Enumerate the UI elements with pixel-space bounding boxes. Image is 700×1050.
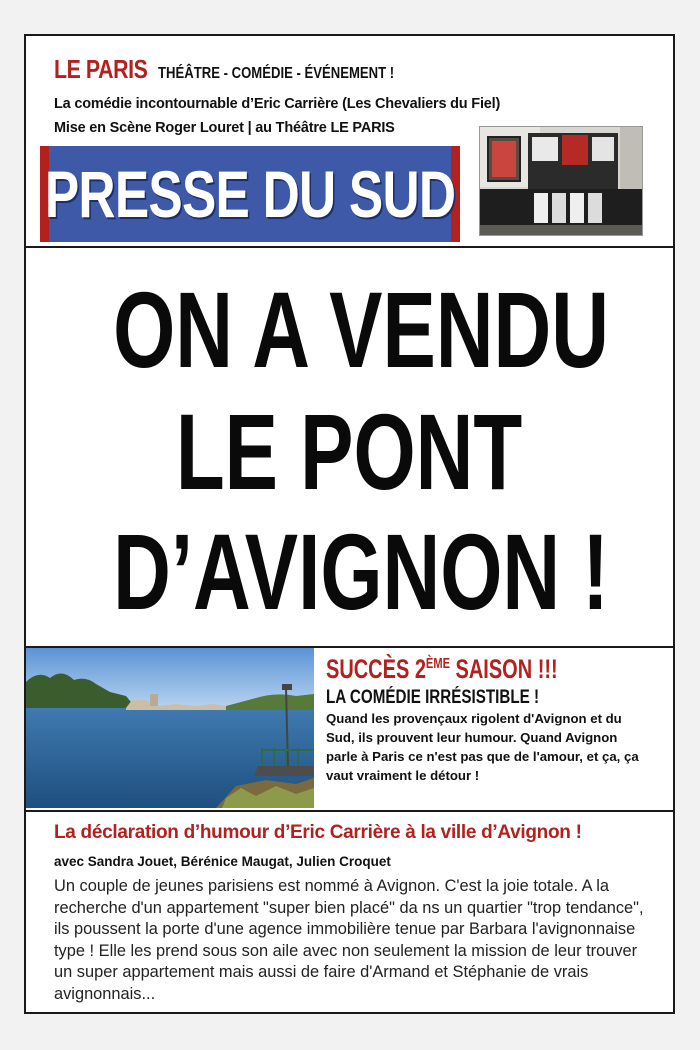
subtitle-author: La comédie incontournable d’Eric Carrière (Les Chevaliers du Fiel): [54, 96, 501, 112]
success-title: SUCCÈS 2ÈME SAISON !!!: [326, 654, 558, 684]
poster-header: [26, 36, 673, 246]
avignon-river-photo: [26, 648, 314, 808]
success-box: [326, 654, 671, 785]
venue-tags: THÉÂTRE - COMÉDIE - ÉVÉNEMENT !: [158, 65, 395, 82]
river-bridge-illustration: [26, 648, 314, 808]
synopsis-text: Un couple de jeunes parisiens est nommé à Avignon. C'est la joie totale. A la recherche d'un appartement "super bien placé" da ns un quartier "trop tendance", ils poussent la porte d'une agence immobilière tenue par Barbara l'avignonnaise type ! Elle les prend sous son aile avec non seulement la mission de leur trouver un super appartement mais aussi de faire d'Armand et Stéphanie de vrais avignonnais...: [54, 877, 644, 1003]
headline-line-3: D’AVIGNON !: [113, 511, 609, 632]
headline-line-2: LE PONT: [176, 391, 523, 512]
masthead-title: PRESSE DU SUD: [44, 157, 456, 231]
poster: [24, 34, 675, 1014]
success-text: Quand les provençaux rigolent d'Avignon et du Sud, ils prouvent leur humour. Quand Avignon parle à Paris ce n'est pas que de l'amour, et ça, ça vaut vraiment le détour !: [326, 711, 639, 783]
headline-line-1: ON A VENDU: [113, 269, 609, 390]
middle-section: [26, 648, 673, 810]
headline-box: [26, 246, 673, 648]
subtitle-direction: Mise en Scène Roger Louret | au Théâtre LE PARIS: [54, 120, 395, 136]
declaration-title: La déclaration d’humour d’Eric Carrière à la ville d’Avignon !: [54, 822, 582, 843]
comedy-tagline: LA COMÉDIE IRRÉSISTIBLE !: [326, 687, 540, 708]
theatre-facade-photo: [479, 126, 643, 236]
venue-name: LE PARIS: [54, 54, 148, 84]
venue-line: [54, 54, 446, 85]
bottom-section: [26, 810, 673, 1014]
cast-list: avec Sandra Jouet, Bérénice Maugat, Julien Croquet: [54, 854, 391, 869]
theatre-facade-illustration: [480, 127, 642, 235]
masthead-banner: [40, 146, 460, 242]
